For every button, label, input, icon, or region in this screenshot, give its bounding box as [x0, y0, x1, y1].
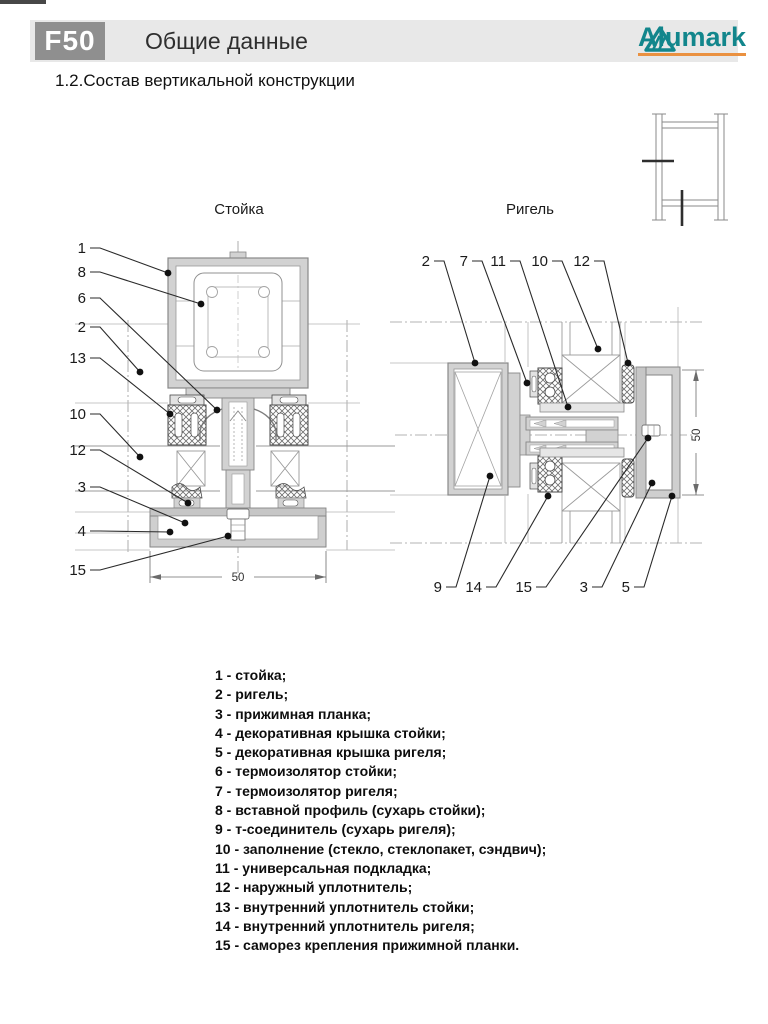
part-label: 11	[490, 253, 506, 270]
legend-item: 15 - саморез крепления прижимной планки.	[215, 937, 520, 954]
part-label: 4	[77, 523, 86, 540]
part-label: 3	[579, 579, 588, 596]
fixing-screw	[642, 425, 660, 436]
transom-profile	[448, 363, 680, 498]
part-label: 10	[531, 253, 548, 270]
part-label: 1	[77, 240, 86, 257]
legend-item: 4 - декоративная крышка стойки;	[215, 724, 446, 741]
part-label: 5	[621, 579, 630, 596]
legend-item: 10 - заполнение (стекло, стеклопакет, сэндвич);	[215, 840, 547, 857]
part-label: 14	[465, 579, 482, 596]
setting-block-bottom	[540, 448, 624, 457]
key-plan-icon	[638, 106, 742, 228]
system-code: F50	[44, 25, 96, 56]
part-label: 12	[573, 253, 590, 270]
dimension-text: 50	[691, 428, 703, 442]
part-label: 9	[433, 579, 442, 596]
inner-gasket-left	[168, 395, 206, 445]
dimension-text: 50	[231, 572, 245, 584]
parts-legend	[215, 666, 546, 955]
part-label: 3	[77, 479, 86, 496]
key-plan-frame	[652, 114, 728, 220]
inner-gasket-right	[270, 395, 308, 445]
legend-item: 6 - термоизолятор стойки;	[215, 763, 397, 780]
legend-item: 1 - стойка;	[215, 667, 287, 683]
part-label: 13	[69, 350, 86, 367]
brand-name: Alumark	[638, 22, 746, 56]
legend-item: 5 - декоративная крышка ригеля;	[215, 744, 447, 761]
system-code-badge	[35, 22, 105, 60]
transom-section-drawing	[390, 245, 740, 610]
inner-gasket-bottom	[530, 456, 562, 492]
legend-item: 8 - вставной профиль (сухарь стойки);	[215, 802, 486, 819]
brand-triangle-icon	[643, 24, 677, 54]
legend-item: 7 - термоизолятор ригеля;	[215, 782, 398, 799]
part-label: 15	[515, 579, 532, 596]
legend-item: 13 - внутренний уплотнитель стойки;	[215, 898, 475, 915]
header-band	[30, 20, 746, 62]
legend-item: 2 - ригель;	[215, 686, 289, 703]
part-label: 8	[77, 264, 86, 281]
part-label: 6	[77, 290, 86, 307]
legend-item: 11 - универсальная подкладка;	[215, 859, 432, 876]
legend-item: 14 - внутренний уплотнитель ригеля;	[215, 917, 475, 934]
t-connector	[455, 372, 501, 486]
mullion-section-drawing	[60, 225, 390, 610]
section-title: 1.2.Состав вертикальной конструкции	[55, 71, 355, 90]
setting-block-top	[540, 403, 624, 412]
transom-drawing-title: Ригель	[506, 201, 554, 218]
part-label: 15	[69, 562, 86, 579]
outer-gasket-bottom	[622, 459, 634, 497]
scan-edge-artifact	[0, 0, 46, 4]
insert-profile	[194, 273, 282, 371]
outer-gasket-right	[276, 484, 306, 509]
legend-item: 9 - т-соединитель (сухарь ригеля);	[215, 821, 456, 838]
legend-item: 12 - наружный уплотнитель;	[215, 879, 413, 896]
part-label: 7	[459, 253, 468, 270]
brand-logo	[638, 22, 746, 56]
outer-gasket-top	[622, 365, 634, 403]
part-label: 12	[69, 442, 86, 459]
page-title: Общие данные	[145, 27, 308, 54]
part-label: 2	[77, 319, 86, 336]
part-label: 2	[421, 253, 430, 270]
thermal-break-mullion	[200, 398, 276, 508]
mullion-drawing-title: Стойка	[214, 201, 264, 218]
dimension-50-transom	[682, 370, 704, 495]
legend-item: 3 - прижимная планка;	[215, 705, 372, 722]
part-label: 10	[69, 406, 86, 423]
part-labels-mullion	[69, 240, 86, 579]
